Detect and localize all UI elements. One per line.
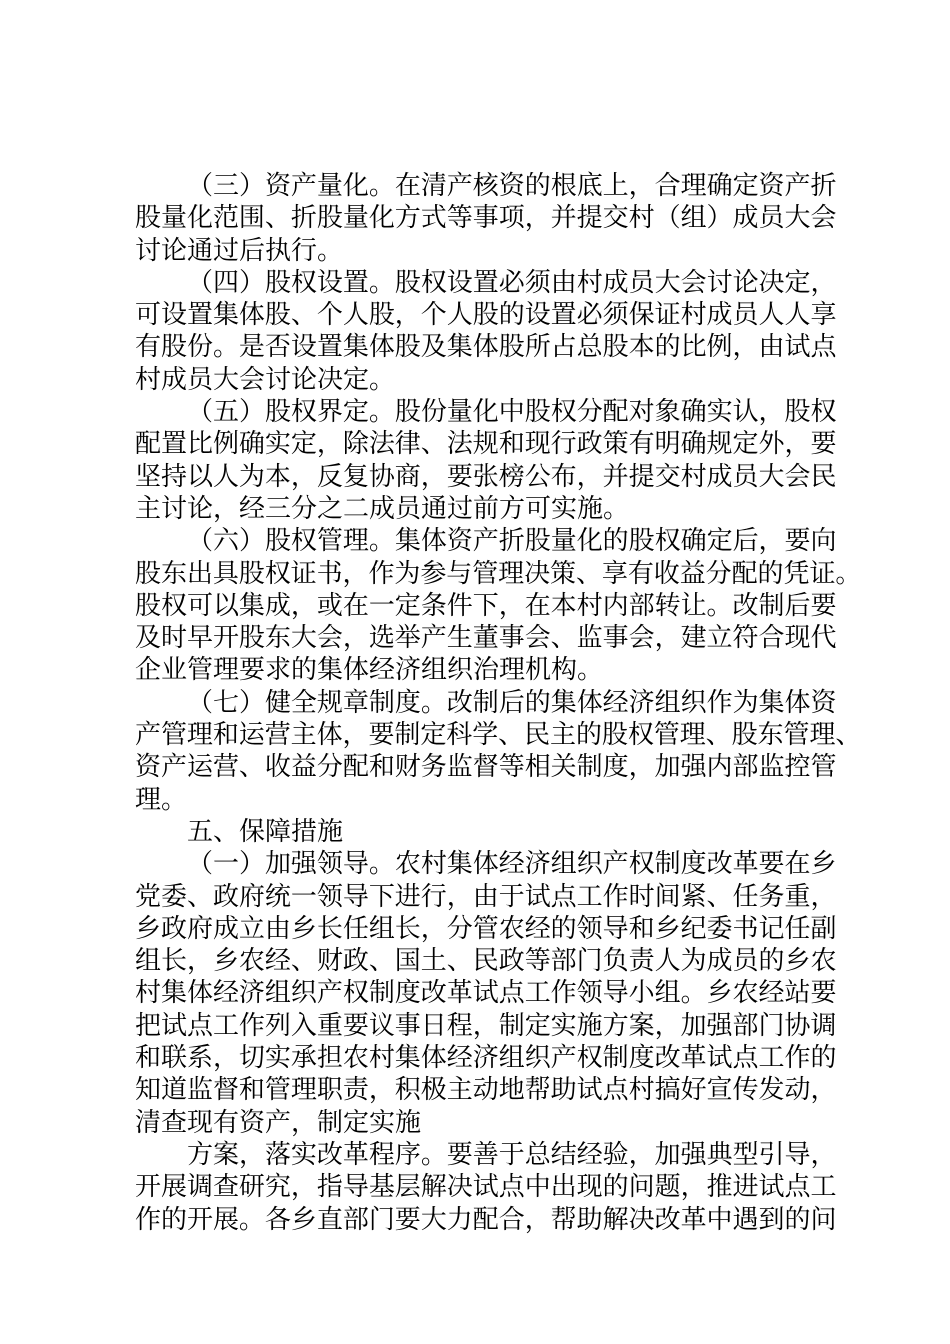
text-line: 坚持以人为本，反复协商，要张榜公布，并提交村成员大会民 xyxy=(135,461,837,492)
text-line: 及时早开股东大会，选举产生董事会、监事会，建立符合现代 xyxy=(135,623,837,654)
document-body xyxy=(135,170,862,1236)
text-line: 产管理和运营主体，要制定科学、民主的股权管理、股东管理、 xyxy=(135,720,862,751)
text-line: （五）股权界定。股份量化中股权分配对象确实认，股权 xyxy=(187,397,837,428)
text-line: 党委、政府统一领导下进行，由于试点工作时间紧、任务重， xyxy=(135,881,837,912)
text-line: 股量化范围、折股量化方式等事项，并提交村（组）成员大会 xyxy=(135,203,837,234)
text-line: 方案，落实改革程序。要善于总结经验，加强典型引导， xyxy=(187,1139,837,1170)
text-line: （六）股权管理。集体资产折股量化的股权确定后，要向 xyxy=(187,526,837,557)
text-line: 村成员大会讨论决定。 xyxy=(135,364,396,395)
text-line: 有股份。是否设置集体股及集体股所占总股本的比例，由试点 xyxy=(135,332,837,363)
text-line: 讨论通过后执行。 xyxy=(135,235,344,266)
text-line: （七）健全规章制度。改制后的集体经济组织作为集体资 xyxy=(187,687,837,718)
text-line: 主讨论，经三分之二成员通过前方可实施。 xyxy=(135,493,630,524)
text-line: 知道监督和管理职责，积极主动地帮助试点村搞好宣传发动， xyxy=(135,1075,837,1106)
text-line: （一）加强领导。农村集体经济组织产权制度改革要在乡 xyxy=(187,849,837,880)
text-line: 乡政府成立由乡长任组长，分管农经的领导和乡纪委书记任副 xyxy=(135,913,837,944)
text-line: 村集体经济组织产权制度改革试点工作领导小组。乡农经站要 xyxy=(135,978,837,1009)
text-line: 企业管理要求的集体经济组织治理机构。 xyxy=(135,655,604,686)
text-line: 把试点工作列入重要议事日程，制定实施方案，加强部门协调 xyxy=(135,1010,837,1041)
text-line: 和联系，切实承担农村集体经济组织产权制度改革试点工作的 xyxy=(135,1043,837,1074)
text-line: （三）资产量化。在清产核资的根底上，合理确定资产折 xyxy=(187,171,837,201)
text-line: （四）股权设置。股权设置必须由村成员大会讨论决定， xyxy=(187,267,837,298)
text-line: 理。 xyxy=(135,784,188,815)
text-line: 股权可以集成，或在一定条件下，在本村内部转让。改制后要 xyxy=(135,590,837,621)
text-line: 作的开展。各乡直部门要大力配合，帮助解决改革中遇到的问 xyxy=(135,1204,837,1235)
text-line: 组长，乡农经、财政、国土、民政等部门负责人为成员的乡农 xyxy=(135,946,837,977)
text-line: 开展调查研究，指导基层解决试点中出现的问题，推进试点工 xyxy=(135,1172,837,1203)
text-line: 可设置集体股、个人股，个人股的设置必须保证村成员人人享 xyxy=(135,300,837,331)
text-line: 资产运营、收益分配和财务监督等相关制度，加强内部监控管 xyxy=(135,752,837,783)
section-heading: 五、保障措施 xyxy=(187,816,344,847)
text-line: 配置比例确实定，除法律、法规和现行政策有明确规定外，要 xyxy=(135,429,837,460)
text-line: 股东出具股权证书，作为参与管理决策、享有收益分配的凭证。 xyxy=(135,558,862,589)
text-line: 清查现有资产，制定实施 xyxy=(135,1107,422,1138)
